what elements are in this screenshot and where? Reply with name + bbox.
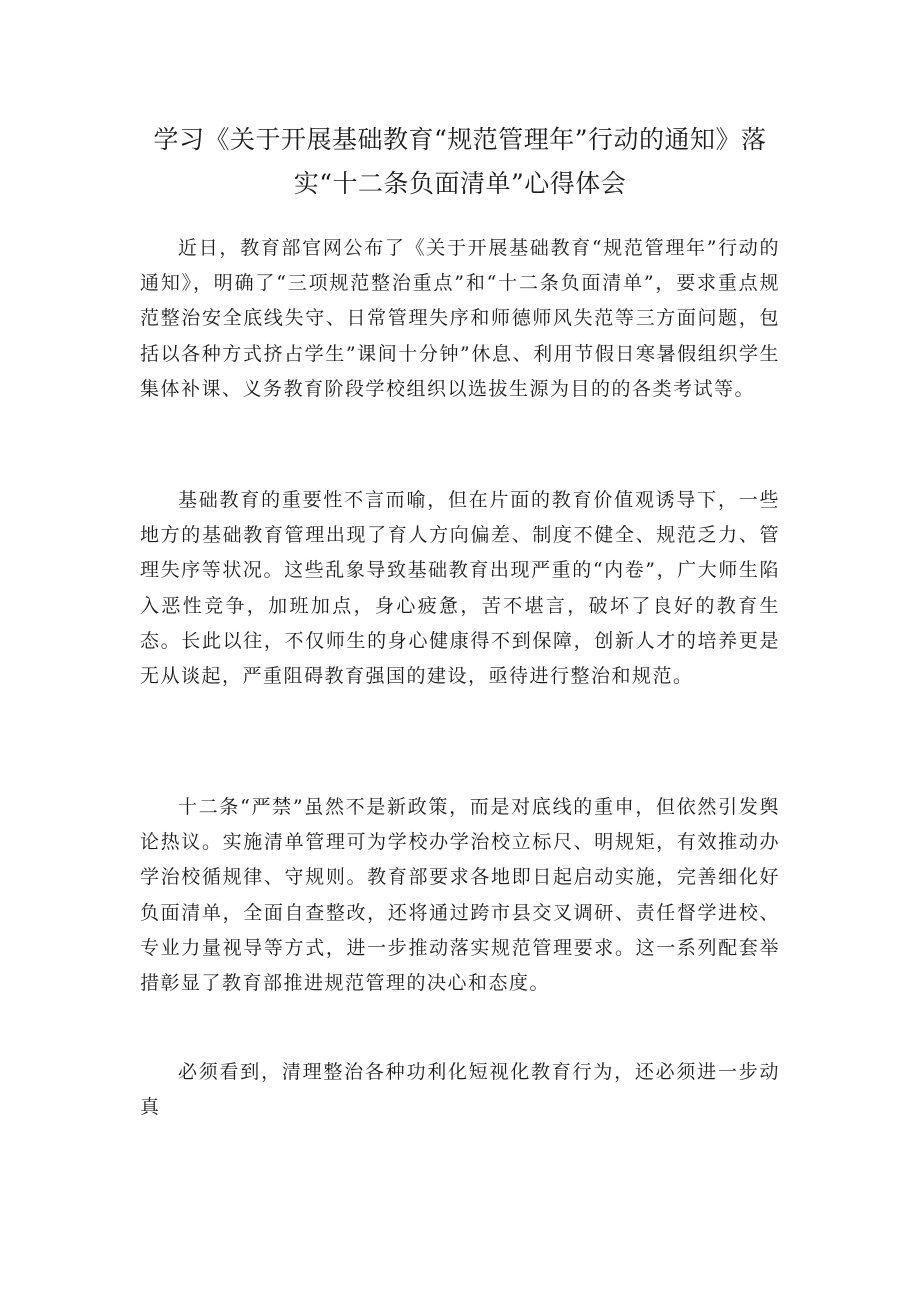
paragraph-3: 十二条“严禁”虽然不是新政策，而是对底线的重申，但依然引发舆论热议。实施清单管理可为学校办学治校立标尺、明规矩，有效推动办学治校循规律、守规则。教育部要求各地即日起启动实施，完善细化好负面清单，全面自查整改，还将通过跨市县交叉调研、责任督学进校、专业力量视导等方式，进一步推动落实规范管理要求。这一系列配套举措彰显了教育部推进规范管理的决心和态度。 <box>140 796 780 995</box>
paragraph-2: 基础教育的重要性不言而喻，但在片面的教育价值观诱导下，一些地方的基础教育管理出现了育人方向偏差、制度不健全、规范乏力、管理失序等状况。这些乱象导致基础教育出现严重的“内卷”，广大师生陷入恶性竞争，加班加点，身心疲惫，苦不堪言，破坏了良好的教育生态。长此以往，不仅师生的身心健康得不到保障，创新人才的培养更是无从谈起，严重阻碍教育强国的建设，亟待进行整治和规范。 <box>140 489 780 688</box>
paragraph-4: 必须看到，清理整治各种功利化短视化教育行为，还必须进一步动真 <box>140 1061 780 1119</box>
document-title <box>140 118 780 206</box>
paragraph-1: 近日，教育部官网公布了《关于开展基础教育“规范管理年”行动的通知》，明确了“三项规范整治重点”和“十二条负面清单”，要求重点规范整治安全底线失守、日常管理失序和师德师风失范等三方面问题，包括以各种方式挤占学生”课间十分钟”休息、利用节假日寒暑假组织学生集体补课、义务教育阶段学校组织以选拔生源为目的的各类考试等。 <box>140 237 780 400</box>
title-line-2: 实“十二条负面清单”心得体会 <box>293 169 627 198</box>
title-line-1: 学习《关于开展基础教育“规范管理年”行动的通知》落 <box>153 125 767 154</box>
